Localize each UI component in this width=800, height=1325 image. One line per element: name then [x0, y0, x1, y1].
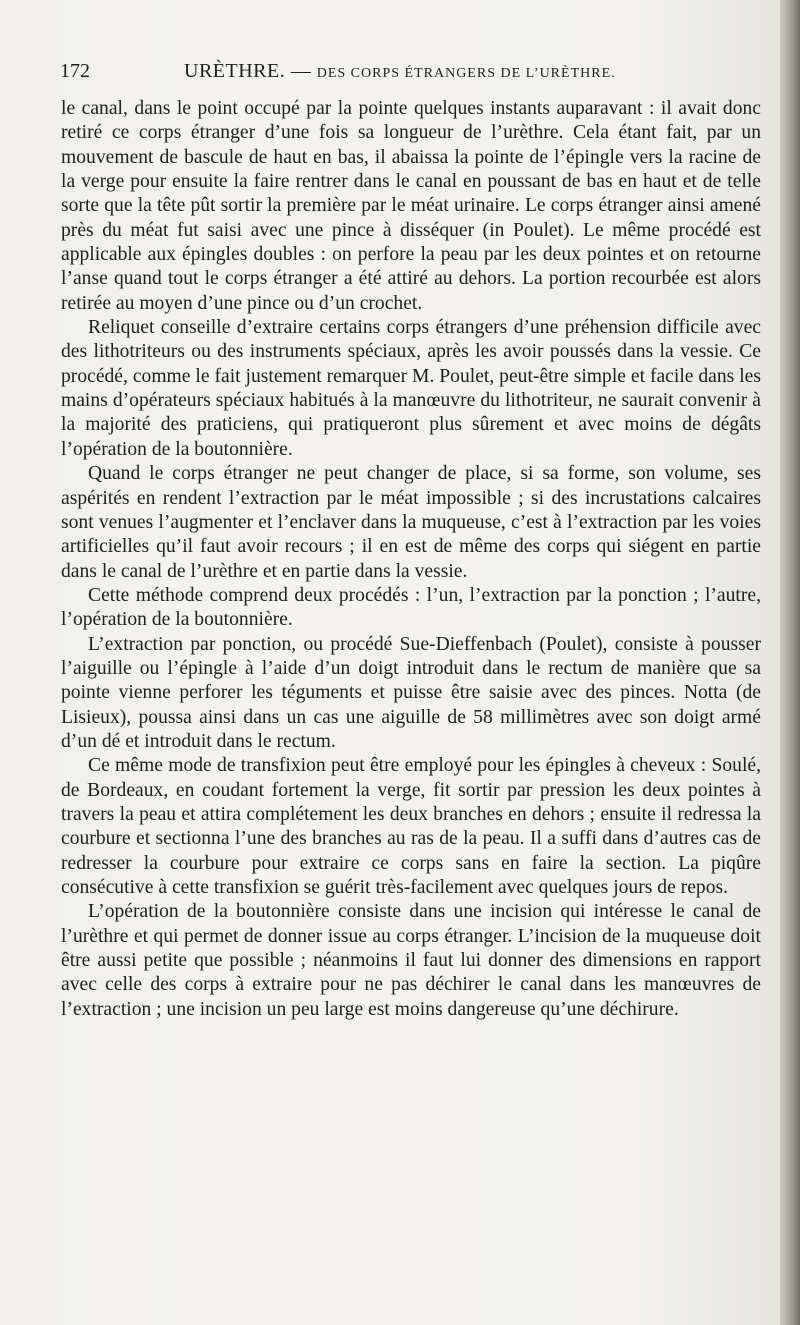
page-edge	[780, 0, 800, 1325]
paragraph-4: Cette méthode comprend deux procédés : l’un, l’extraction par la ponction ; l’autre, l’opération de la boutonnière.	[61, 584, 761, 631]
running-title-subtitle: DES CORPS ÉTRANGERS DE L’URÈTHRE.	[316, 66, 616, 81]
paragraph-3: Quand le corps étranger ne peut changer de place, si sa forme, son volume, ses aspérités en rendent l’extraction par le méat impossible ; si des incrustations calcaires sont venues l’augmenter et l’enclaver dans la muqueuse, c’est à l’extraction par les voies artificielles qu’il faut avoir recours ; il en est de même des corps qui siégent en partie dans le canal de l’urèthre et en partie dans la vessie.	[61, 463, 761, 582]
page-header	[60, 60, 760, 88]
page-number: 172	[60, 60, 90, 82]
paragraph-1: le canal, dans le point occupé par la pointe quelques instants auparavant : il avait donc retiré ce corps étranger d’une fois sa longueur de l’urèthre. Cela étant fait, par un mouvement de bascule de haut en bas, il abaissa la pointe de l’épingle vers la racine de la verge pour ensuite la faire rentrer dans le canal en poussant de bas en haut et de telle sorte que la tête pût sortir la première par le méat urinaire. Le corps étranger ainsi amené près du méat fut saisi avec une pince à disséquer (in Poulet). Le même procédé est applicable aux épingles doubles : on perfore la peau par les deux pointes et on retourne l’anse quand tout le corps étranger a été attiré au dehors. La portion recourbée est alors retirée au moyen d’une pince ou d’un crochet.	[61, 98, 761, 314]
paragraph-2: Reliquet conseille d’extraire certains corps étrangers d’une préhension difficile avec des lithotriteurs ou des instruments spéciaux, après les avoir poussés dans la vessie. Ce procédé, comme le fait justement remarquer M. Poulet, peut-être simple et facile dans les mains d’opérateurs spéciaux habitués à la manœuvre du lithotriteur, ne saurait convenir à la majorité des praticiens, qui pratiqueront plus sûrement et avec moins de dégâts l’opération de la boutonnière.	[61, 317, 761, 460]
running-title-dash: —	[290, 60, 312, 82]
running-title	[184, 60, 616, 83]
running-title-main: URÈTHRE.	[184, 60, 286, 82]
paragraph-6: Ce même mode de transfixion peut être employé pour les épingles à cheveux : Soulé, de Bordeaux, en coudant fortement la verge, fit sortir par pression les deux pointes à travers la peau et attira complétement les deux branches en dehors ; ensuite il redressa la courbure et sectionna l’une des branches au ras de la peau. Il a suffi dans d’autres cas de redresser la courbure pour extraire ce corps sans en faire la section. La piqûre consécutive à cette transfixion se guérit très-facilement avec quelques jours de repos.	[61, 755, 761, 898]
body-text	[61, 97, 761, 1022]
paragraph-7: L’opération de la boutonnière consiste dans une incision qui intéresse le canal de l’urèthre et qui permet de donner issue au corps étranger. L’incision de la muqueuse doit être aussi petite que possible ; néanmoins il faut lui donner des dimensions en rapport avec celle des corps à extraire pour ne pas déchirer le canal dans les manœuvres de l’extraction ; une incision un peu large est moins dangereuse qu’une déchirure.	[61, 901, 761, 1020]
paragraph-5: L’extraction par ponction, ou procédé Sue-Dieffenbach (Poulet), consiste à pousser l’aiguille ou l’épingle à l’aide d’un doigt introduit dans le rectum de manière que sa pointe vienne perforer les téguments et puisse être saisie avec des pinces. Notta (de Lisieux), poussa ainsi dans un cas une aiguille de 58 millimètres avec son doigt armé d’un dé et introduit dans le rectum.	[61, 633, 761, 752]
